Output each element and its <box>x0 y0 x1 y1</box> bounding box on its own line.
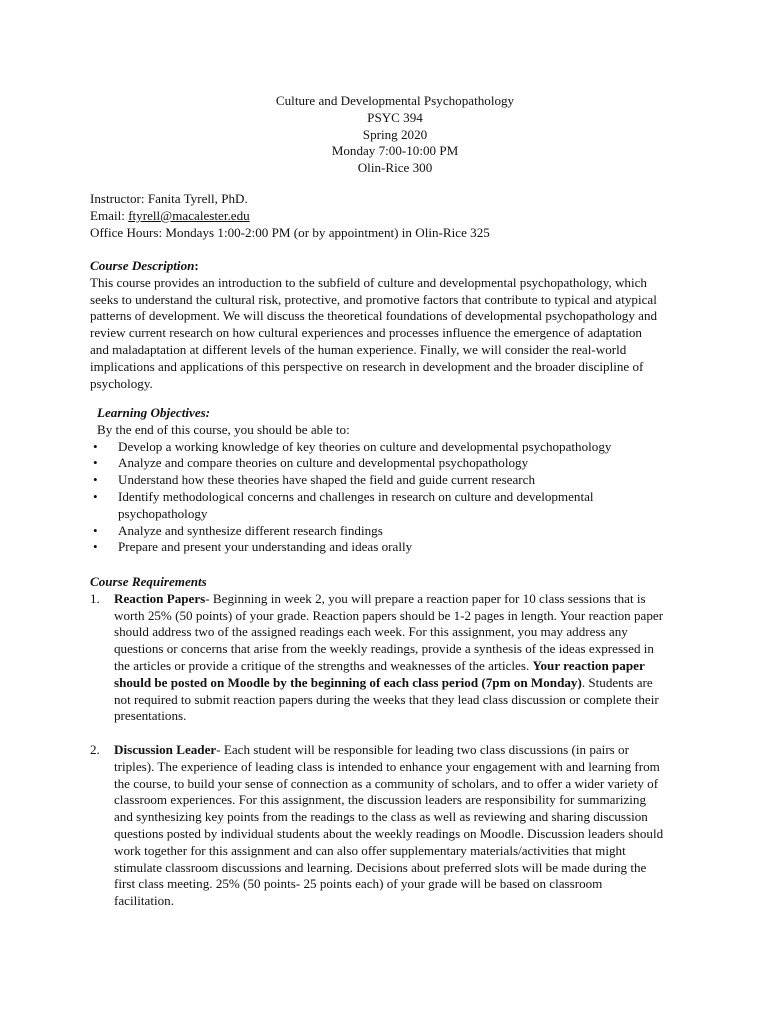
description-line: This course provides an introduction to the subfield of culture and developmental psychopathology, which <box>90 274 647 290</box>
list-item <box>90 539 695 556</box>
bullet-icon: • <box>93 539 98 555</box>
requirement-line: questions posted by individual students about the weekly readings on Moodle. Discussion leaders should <box>114 825 664 841</box>
requirement-text: - Beginning in week 2, you will prepare a reaction paper for 10 class sessions that is <box>205 590 646 606</box>
requirement-line: questions or concerns that arise from the weekly readings, provide a synthesis of the ideas expressed in <box>114 641 654 657</box>
requirement-line: triples). The experience of leading class is intended to enhance your engagement with and learning from <box>114 758 660 774</box>
bullet-icon: • <box>93 472 98 488</box>
course-room: Olin-Rice 300 <box>357 160 433 176</box>
list-item <box>90 523 695 540</box>
course-requirements <box>90 574 702 910</box>
objective-text: Understand how these theories have shaped the field and guide current research <box>118 472 536 488</box>
requirements-list <box>90 591 702 910</box>
requirement-line: and synthesizing key points from the readings to the class as well as reviewing and sharing discussion <box>114 809 648 825</box>
requirement-line: work together for this assignment and can also offer supplementary materials/activities that might <box>114 842 626 858</box>
requirement-emphasis: Your reaction paper <box>532 657 645 673</box>
requirement-emphasis: should be posted on Moodle by the beginning of each class period (7pm on Monday) <box>114 674 582 690</box>
description-line: implications and applications of this perspective on research in development and the broader discipline of <box>90 358 644 374</box>
course-time: Monday 7:00-10:00 PM <box>331 143 459 159</box>
requirement-discussion-leader <box>90 742 702 910</box>
course-code: PSYC 394 <box>367 109 423 125</box>
list-item <box>90 489 695 523</box>
objective-text: Develop a working knowledge of key theories on culture and developmental psychopathology <box>118 438 612 454</box>
requirement-line: should address two of the assigned readings each week. For this assignment, you may address any <box>114 624 628 640</box>
description-line: seeks to understand the cultural risk, protective, and promotive factors that contribute to typical and atypical <box>90 291 657 307</box>
course-header <box>0 93 770 177</box>
instructor-name: Instructor: Fanita Tyrell, PhD. <box>90 191 248 206</box>
email-label: Email: <box>90 207 129 223</box>
description-line: psychology. <box>90 375 153 391</box>
requirement-line <box>114 675 702 692</box>
bullet-icon: • <box>93 488 98 504</box>
requirement-line: presentations. <box>114 708 187 724</box>
description-line: and maladaptation at different levels of the human experience. Finally, we will consider the real-world <box>90 341 627 357</box>
list-item <box>90 455 695 472</box>
course-term: Spring 2020 <box>362 126 428 142</box>
requirement-line: not required to submit reaction papers during the weeks that they lead class discussion or complete their <box>114 691 659 707</box>
requirement-line: worth 25% (50 points) of your grade. Reaction papers should be 1-2 pages in length. Your reaction paper <box>114 607 664 623</box>
bullet-icon: • <box>93 438 98 454</box>
course-title: Culture and Developmental Psychopathology <box>275 93 515 108</box>
requirement-line <box>114 742 702 759</box>
learning-objectives <box>93 405 702 556</box>
requirement-text: . Students are <box>581 674 653 690</box>
requirement-line <box>114 591 702 608</box>
description-heading <box>90 258 702 275</box>
requirement-line: classroom experiences. For this assignment, the discussion leaders are responsibility for summarizing <box>114 792 646 808</box>
objectives-title: Learning Objectives: <box>97 405 211 420</box>
email-link[interactable]: ftyrell@macalester.edu <box>128 207 250 223</box>
requirement-line <box>114 658 702 675</box>
description-title: Course Description <box>90 258 195 273</box>
requirement-line: facilitation. <box>114 893 174 909</box>
objectives-list <box>90 439 695 557</box>
objective-text: psychopathology <box>118 505 208 521</box>
office-hours: Office Hours: Mondays 1:00-2:00 PM (or by appointment) in Olin-Rice 325 <box>90 224 490 240</box>
description-line: patterns of development. We will discuss the theoretical foundations of developmental psychopathology and <box>90 308 658 324</box>
objective-text: Analyze and synthesize different research findings <box>118 522 383 538</box>
bullet-icon: • <box>93 455 98 471</box>
requirement-line: the course, to build your sense of connection as a community of scholars, and to offer a wider variety of <box>114 775 659 791</box>
requirement-line: stimulate classroom discussions and learning. Decisions about preferred slots will be made during the <box>114 859 647 875</box>
item-number: 1. <box>90 590 100 606</box>
bullet-icon: • <box>93 522 98 538</box>
item-number: 2. <box>90 741 100 757</box>
requirement-reaction-papers <box>90 591 702 725</box>
instructor-email-line <box>90 208 702 225</box>
instructor-info <box>90 191 702 241</box>
description-colon: : <box>194 258 199 273</box>
requirement-label: Reaction Papers <box>114 590 206 606</box>
objective-text: Prepare and present your understanding and ideas orally <box>118 539 413 555</box>
requirement-line: first class meeting. 25% (50 points- 25 points each) of your grade will be based on classroom <box>114 876 603 892</box>
course-description <box>90 258 702 392</box>
requirement-text: the articles or provide a critique of the strengths and weaknesses of the articles. <box>114 657 533 673</box>
objective-text: Identify methodological concerns and challenges in research on culture and developmental <box>118 488 594 504</box>
list-item <box>90 472 695 489</box>
requirements-title: Course Requirements <box>90 574 207 589</box>
objective-text: Analyze and compare theories on culture and developmental psychopathology <box>118 455 529 471</box>
requirement-text: - Each student will be responsible for leading two class discussions (in pairs or <box>216 741 629 757</box>
list-item <box>90 439 695 456</box>
requirement-label: Discussion Leader <box>114 741 217 757</box>
description-line: review current research on how cultural experiences and processes influence the emergence of adaptation <box>90 325 642 341</box>
objectives-intro: By the end of this course, you should be able to: <box>97 421 350 437</box>
